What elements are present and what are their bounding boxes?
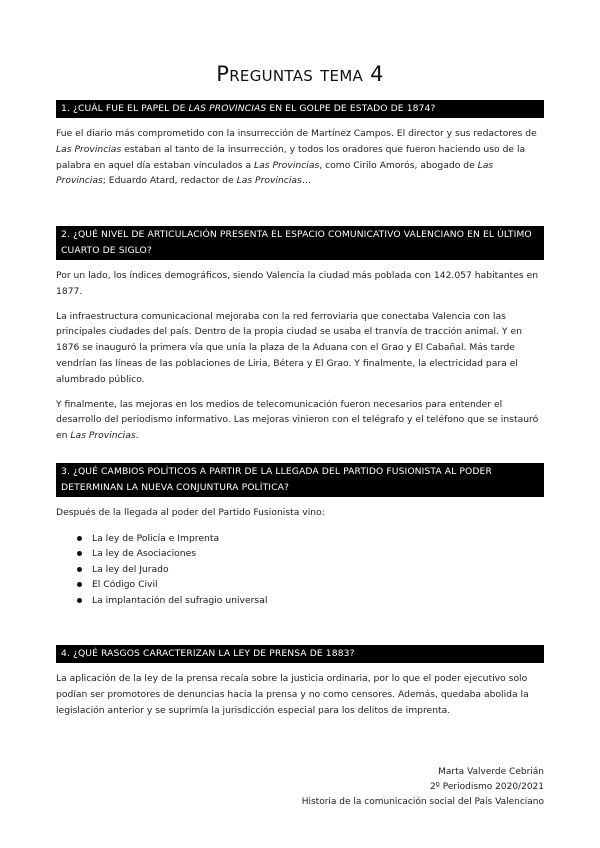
section-2 bbox=[56, 226, 544, 444]
section-4-paragraph: La aplicación de la ley de la prensa recaía sobre la justicia ordinaria, por lo que el poder ejecutivo solo podían ser promotores de denuncias hacia la prensa y no como censores. Además, quedaba abolida la legislación anterior y se suprimía la jurisdicción especial para los delitos de imprenta. bbox=[56, 673, 529, 716]
footer-course: 2º Periodismo 2020/2021 bbox=[429, 782, 544, 792]
bullet-icon bbox=[77, 567, 82, 572]
footer-subject: Historia de la comunicación social del País Valenciano bbox=[301, 797, 544, 807]
section-1-header-text-end: EN EL GOLPE DE ESTADO DE 1874? bbox=[266, 103, 436, 114]
section-2-paragraph-1: Por un lado, los índices demográficos, siendo Valencia la ciudad más poblada con 142.057 habitantes en 1877. bbox=[56, 270, 539, 297]
section-2-header: 2. ¿QUÉ NIVEL DE ARTICULACIÓN PRESENTA EL ESPACIO COMUNICATIVO VALENCIANO EN EL ÚLTIMO CUARTO DE SIGLO? bbox=[56, 226, 544, 260]
page-title-text: Preguntas tema 4 bbox=[216, 62, 384, 86]
section-1-header bbox=[56, 100, 544, 118]
section-1-paragraph: Fue el diario más comprometido con la insurrección de Martínez Campos. El director y sus redactores de Las Provincias estaban al tanto de la insurrección, y todos los oradores que fueron haciendo uso de la palabra en aquel día estaban vinculados a Las Provincias, como Cirilo Amorós, abogado de Las Provincias; Eduardo Atard, redactor de Las Provincias… bbox=[56, 128, 537, 187]
list-item: La implantación del sufragio universal bbox=[56, 593, 544, 609]
section-4 bbox=[56, 645, 544, 718]
list-item: La ley de Asociaciones bbox=[56, 546, 544, 562]
section-3-paragraph: Después de la llegada al poder del Partido Fusionista vino: bbox=[56, 507, 325, 518]
section-1 bbox=[56, 100, 544, 189]
list-item: El Código Civil bbox=[56, 577, 544, 593]
section-3 bbox=[56, 463, 544, 608]
section-1-header-italic: LAS PROVINCIAS bbox=[188, 103, 267, 114]
section-2-paragraph-3: Y finalmente, las mejoras en los medios de telecomunicación fueron necesarios para entender el desarrollo del periodismo informativo. Las mejoras vinieron con el telégrafo y el teléfono que se instauró en Las Provincias. bbox=[56, 398, 539, 442]
section-1-header-text: 1. ¿CUÁL FUE EL PAPEL DE bbox=[61, 103, 189, 114]
bullet-icon bbox=[77, 582, 82, 587]
list-item: La ley del Jurado bbox=[56, 562, 544, 578]
bullet-icon bbox=[77, 598, 82, 603]
section-3-header: 3. ¿QUÉ CAMBIOS POLÍTICOS A PARTIR DE LA LLEGADA DEL PARTIDO FUSIONISTA AL PODER DETERMINAN LA NUEVA CONJUNTURA POLÍTICA? bbox=[56, 463, 544, 497]
author-footer bbox=[302, 765, 544, 810]
list-item: La ley de Policía e Imprenta bbox=[56, 531, 544, 547]
page-title bbox=[0, 62, 600, 86]
bullet-icon bbox=[77, 536, 82, 541]
footer-author: Marta Valverde Cebrián bbox=[438, 767, 544, 777]
bullet-icon bbox=[77, 551, 82, 556]
section-2-paragraph-2: La infraestructura comunicacional mejoraba con la red ferroviaria que conectaba Valencia con las principales ciudades del país. Dentro de la propia ciudad se usaba el tranvía de tracción animal. Y en 1876 se inauguró la primera vía que unía la plaza de la Aduana con el Grao y El Cabañal. Más tarde vendrían las líneas de las poblaciones de Liria, Bétera y El Grao. Y finalmente, la electricidad para el alumbrado público. bbox=[56, 310, 522, 385]
section-3-list bbox=[56, 531, 544, 609]
section-4-header: 4. ¿QUÉ RASGOS CARACTERIZAN LA LEY DE PRENSA DE 1883? bbox=[56, 645, 544, 663]
